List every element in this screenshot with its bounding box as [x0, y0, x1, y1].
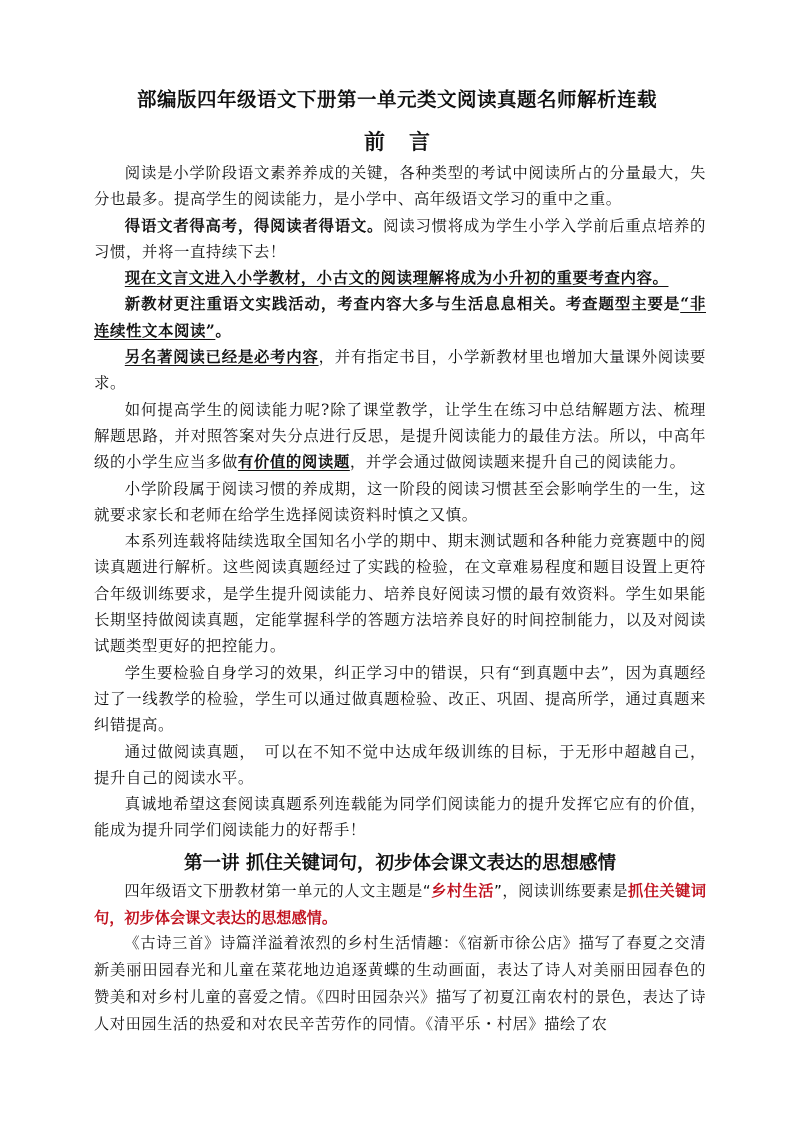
underlined-text: 另名著阅读已经是必考内容 [124, 348, 319, 367]
paragraph [94, 291, 706, 344]
paragraph [94, 397, 706, 476]
paragraph: 通过做阅读真题， 可以在不知不觉中达成年级训练的目标，于无形中超越自己，提升自己的阅读水平。 [94, 742, 706, 787]
underlined-text: 现在文言文进入小学教材，小古文的阅读理解将成为小升初的重要考查内容。 [124, 269, 669, 288]
underlined-text: “非连续性文本阅读” [94, 295, 706, 340]
preface-heading: 前言 [364, 129, 454, 154]
lecture-body [94, 930, 706, 1038]
paragraph: 本系列连载将陆续选取全国知名小学的期中、期末测试题和各种能力竞赛题中的阅读真题进行解析。这些阅读真题经过了实践的检验，在文章难易程度和题目设置上更符合年级训练要求，是学生提升阅读能力、培养良好阅读习惯的最有效资料。学生如果能长期坚持做阅读真题，定能掌握科学的答题方法培养良好的时间控制能力，以及对阅读试题类型更好的把控能力。 [94, 532, 706, 656]
paragraph [94, 878, 706, 932]
paragraph [94, 344, 706, 397]
paragraph: 学生要检验自身学习的效果，纠正学习中的错误，只有“到真题中去”，因为真题经过了一线教学的检验，学生可以通过做真题检验、改正、巩固、提高所学，通过真题来纠错提高。 [94, 663, 706, 735]
paragraph-text: 如何提高学生的阅读能力呢?除了课堂教学，让学生在练习中总结解题方法、梳理解题思路，并对照答案对失分点进行反思，是提升阅读能力的最佳方法。所以，中高年级的小学生应当多做 [94, 400, 706, 472]
paragraph: 真诚地希望这套阅读真题系列连载能为同学们阅读能力的提升发挥它应有的价值，能成为提升同学们阅读能力的好帮手！ [94, 795, 706, 840]
preface-body [94, 160, 706, 844]
bold-text: 新教材更注重语文实践活动，考查内容大多与生活息息相关。考查题型主要是 [124, 295, 681, 314]
paragraph-text: ，并学会通过做阅读题来提升自己的阅读能力。 [349, 453, 686, 472]
key-highlight: 抓住关键词句，初步体会课文表达的思想感情 [94, 882, 707, 927]
paragraph [94, 265, 706, 291]
lecture-heading: 第一讲 抓住关键词句，初步体会课文表达的思想感情 [184, 853, 616, 874]
paragraph-text: 阅读习惯将成为学生小学入学前后重点培养的习惯，并将一直持续下去！ [94, 216, 706, 261]
lecture-intro [94, 878, 706, 932]
bold-text: 得语文者得高考，得阅读者得语文。 [124, 216, 384, 235]
theme-highlight: 乡村生活 [430, 882, 494, 900]
punctuation: 。 [321, 909, 337, 927]
paragraph-text: ”，阅读训练要素是 [493, 882, 629, 900]
bold-text: 。 [215, 321, 232, 340]
paragraph: 《古诗三首》诗篇洋溢着浓烈的乡村生活情趣：《宿新市徐公店》描写了春夏之交清新美丽田园春光和儿童在菜花地边追逐黄蝶的生动画面，表达了诗人对美丽田园春色的赞美和对乡村儿童的喜爱之情。《四时田园杂兴》描写了初夏江南农村的景色，表达了诗人对田园生活的热爱和对农民辛苦劳作的同情。《清平乐・村居》描绘了农 [94, 934, 706, 1033]
paragraph: 阅读是小学阶段语文素养养成的关键，各种类型的考试中阅读所占的分量最大，失分也最多。提高学生的阅读能力，是小学中、高年级语文学习的重中之重。 [94, 164, 706, 209]
document-title: 部编版四年级语文下册第一单元类文阅读真题名师解析连载 [136, 88, 657, 111]
paragraph: 小学阶段属于阅读习惯的养成期，这一阶段的阅读习惯甚至会影响学生的一生，这就要求家长和老师在给学生选择阅读资料时慎之又慎。 [94, 479, 706, 524]
paragraph [94, 213, 706, 266]
paragraph-text: ，并有指定书目，小学新教材里也增加大量课外阅读要求。 [94, 348, 707, 393]
underlined-text: 有价值的阅读题 [237, 453, 350, 472]
paragraph-text: 四年级语文下册教材第一单元的人文主题是“ [124, 882, 431, 900]
